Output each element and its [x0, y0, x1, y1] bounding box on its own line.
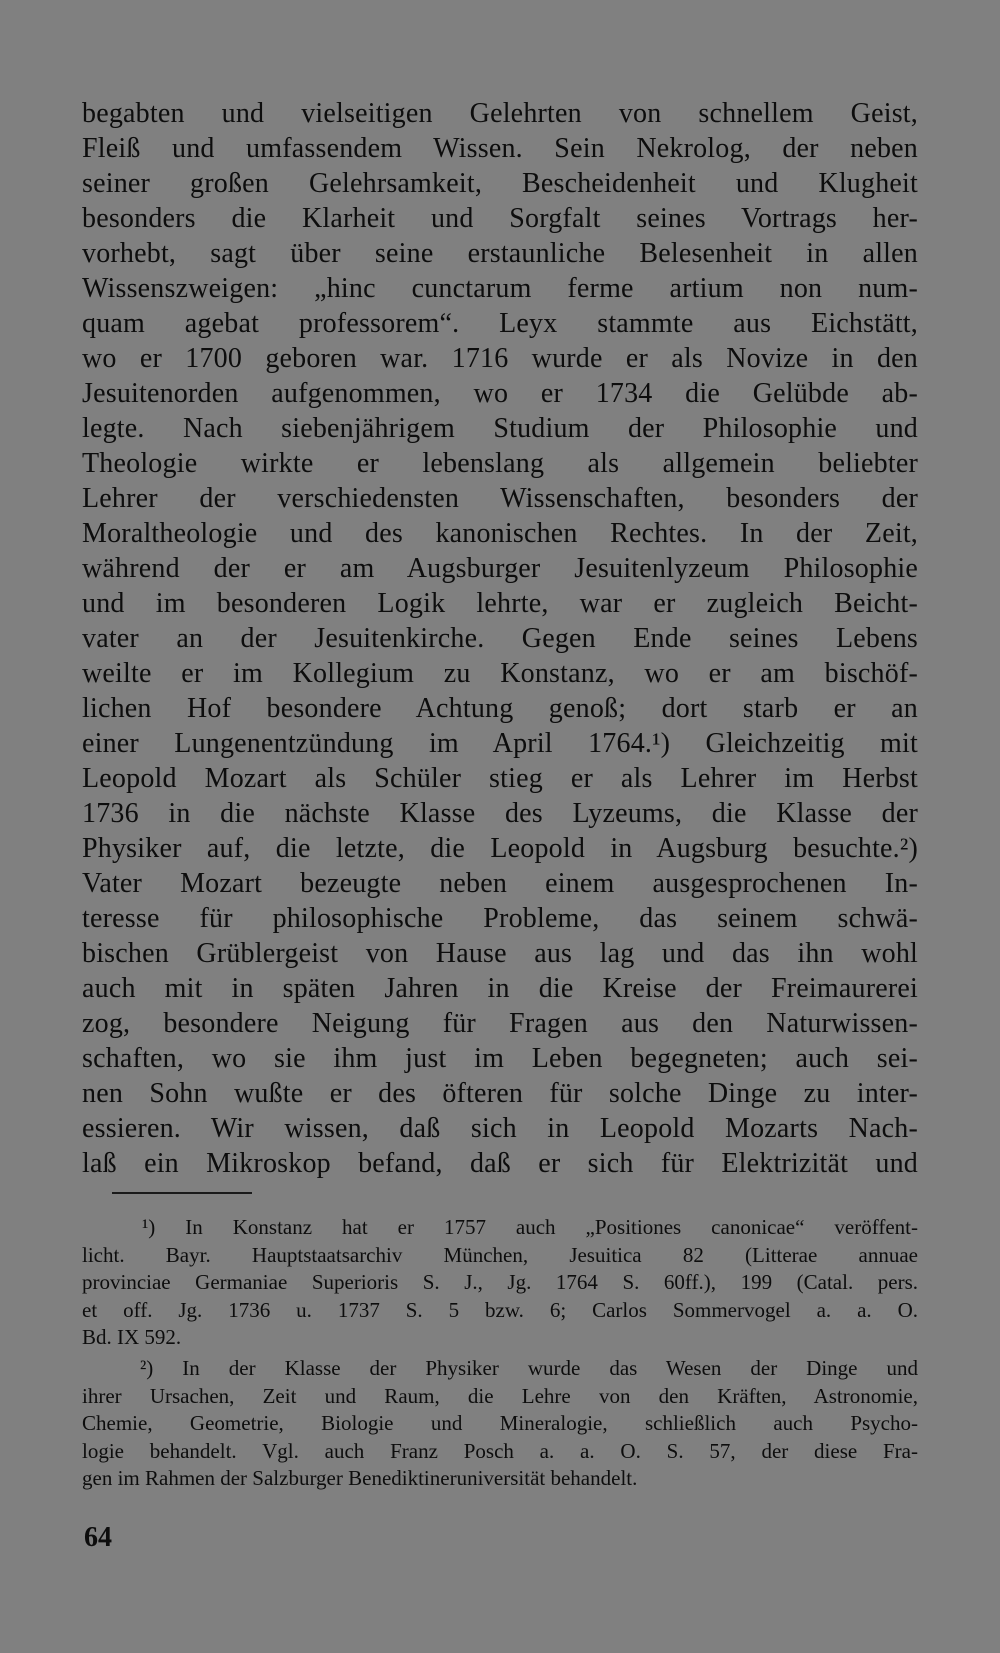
- text-line: vorhebt, sagt über seine erstaunliche Belesenheit in allen: [82, 238, 918, 269]
- footnote-line: ihrer Ursachen, Zeit und Raum, die Lehre von den Kräften, Astronomie,: [82, 1383, 918, 1408]
- footnote-line: logie behandelt. Vgl. auch Franz Posch a. a. O. S. 57, der diese Fra-: [82, 1438, 918, 1463]
- footnote-line: Bd. IX 592.: [82, 1325, 182, 1349]
- text-line: zog, besondere Neigung für Fragen aus den Naturwissen-: [82, 1008, 918, 1039]
- text-line: Physiker auf, die letzte, die Leopold in Augsburg besuchte.²): [82, 833, 918, 864]
- text-line: lichen Hof besondere Achtung genoß; dort starb er an: [82, 693, 918, 724]
- text-line: Fleiß und umfassendem Wissen. Sein Nekrolog, der neben: [82, 133, 918, 164]
- footnote-line: gen im Rahmen der Salzburger Benediktineruniversität behandelt.: [82, 1466, 638, 1490]
- text-line: laß ein Mikroskop befand, daß er sich für Elektrizität und: [82, 1148, 918, 1179]
- text-line: quam agebat professorem“. Leyx stammte aus Eichstätt,: [82, 308, 918, 339]
- footnote-line: Chemie, Geometrie, Biologie und Mineralogie, schließlich auch Psycho-: [82, 1411, 918, 1435]
- text-line: seiner großen Gelehrsamkeit, Bescheidenheit und Klugheit: [82, 168, 918, 199]
- footnote-line: et off. Jg. 1736 u. 1737 S. 5 bzw. 6; Carlos Sommervogel a. a. O.: [82, 1297, 918, 1322]
- text-line: weilte er im Kollegium zu Konstanz, wo er am bischöf-: [82, 658, 918, 689]
- text-line: vater an der Jesuitenkirche. Gegen Ende seines Lebens: [82, 623, 918, 654]
- footnote-2: [82, 1355, 918, 1493]
- text-line: auch mit in späten Jahren in die Kreise der Freimaurerei: [82, 973, 918, 1004]
- page-number: 64: [84, 1522, 112, 1553]
- text-line: Wissenszweigen: „hinc cunctarum ferme artium non num-: [82, 273, 918, 304]
- text-line: und im besonderen Logik lehrte, war er zugleich Beicht-: [82, 588, 918, 619]
- footnote-line: provinciae Germaniae Superioris S. J., Jg. 1764 S. 60ff.), 199 (Catal. pers.: [82, 1270, 918, 1294]
- text-line: 1736 in die nächste Klasse des Lyzeums, die Klasse der: [82, 798, 918, 829]
- text-line: Theologie wirkte er lebenslang als allgemein beliebter: [82, 448, 918, 479]
- footnote-1: [82, 1214, 918, 1352]
- footnote-separator: [112, 1192, 252, 1194]
- text-line: legte. Nach siebenjährigem Studium der Philosophie und: [82, 413, 918, 444]
- text-line: Leopold Mozart als Schüler stieg er als Lehrer im Herbst: [82, 763, 918, 794]
- text-line: einer Lungenentzündung im April 1764.¹) Gleichzeitig mit: [82, 728, 918, 759]
- text-line: teresse für philosophische Probleme, das seinem schwä-: [82, 903, 918, 934]
- footnote-line: licht. Bayr. Hauptstaatsarchiv München, Jesuitica 82 (Litterae annuae: [82, 1242, 918, 1267]
- text-line: bischen Grüblergeist von Hause aus lag und das ihn wohl: [82, 938, 918, 969]
- text-line: schaften, wo sie ihm just im Leben begegneten; auch sei-: [82, 1043, 918, 1074]
- text-line: Moraltheologie und des kanonischen Rechtes. In der Zeit,: [82, 518, 918, 549]
- text-line: Lehrer der verschiedensten Wissenschaften, besonders der: [82, 483, 918, 514]
- text-line: wo er 1700 geboren war. 1716 wurde er als Novize in den: [82, 343, 918, 374]
- text-line: Vater Mozart bezeugte neben einem ausgesprochenen In-: [82, 868, 918, 899]
- footnote-line: ²) In der Klasse der Physiker wurde das Wesen der Dinge und: [140, 1356, 918, 1380]
- text-line: begabten und vielseitigen Gelehrten von schnellem Geist,: [82, 98, 918, 129]
- main-text-block: [82, 96, 918, 1181]
- text-line: während der er am Augsburger Jesuitenlyzeum Philosophie: [82, 553, 918, 584]
- footnote-line: ¹) In Konstanz hat er 1757 auch „Positiones canonicae“ veröffent-: [142, 1215, 918, 1239]
- text-line: nen Sohn wußte er des öfteren für solche Dinge zu inter-: [82, 1078, 918, 1109]
- text-line: essieren. Wir wissen, daß sich in Leopold Mozarts Nach-: [82, 1113, 918, 1144]
- text-line: Jesuitenorden aufgenommen, wo er 1734 die Gelübde ab-: [82, 378, 918, 409]
- text-line: besonders die Klarheit und Sorgfalt seines Vortrags her-: [82, 203, 918, 234]
